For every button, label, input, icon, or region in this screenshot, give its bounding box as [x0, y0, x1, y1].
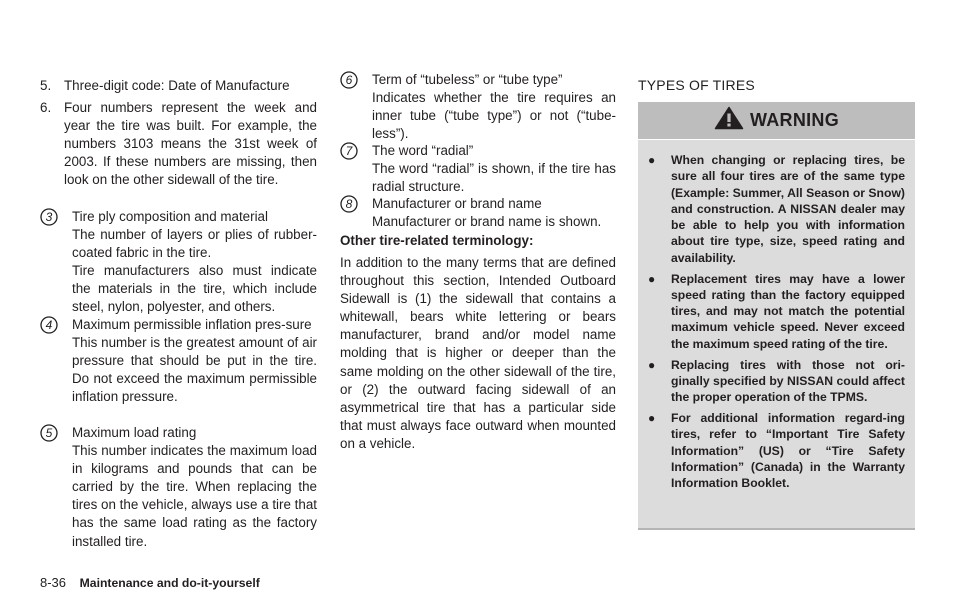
warning-text: For additional information regard-ing tires, refer to “Important Tire Safety Information” (US) or “Tire Safety Information” (Canada) in the Warranty Information Booklet.: [671, 410, 905, 491]
circled-number-icon: [340, 195, 358, 213]
warning-box: [638, 102, 915, 530]
svg-text:8: 8: [345, 197, 353, 212]
list-item: [646, 410, 905, 491]
callout-title: Manufacturer or brand name: [372, 196, 542, 211]
callout-text: Manufacturer or brand name is shown.: [372, 214, 602, 230]
warning-text: Replacement tires may have a lower speed rating than the factory equipped tires, and may not match the potential maximum vehicle speed. Never exceed the maximum speed rating of the tire.: [671, 271, 905, 351]
callout-text: Tire manufacturers also must indicate the materials in the tire, which include steel, nylon, polyester, and others.: [72, 263, 317, 315]
warning-header: [638, 102, 915, 140]
svg-text:7: 7: [345, 144, 353, 159]
circled-number-icon: [40, 424, 58, 442]
callout-title: The word “radial”: [372, 143, 474, 158]
list-number: 6.: [40, 100, 52, 115]
callout-item-3: [40, 208, 317, 317]
svg-text:3: 3: [45, 210, 53, 225]
list-number: 5.: [40, 78, 52, 93]
list-item-5: [40, 77, 317, 95]
callout-item-5: [40, 424, 317, 551]
callout-text: This number is the greatest amount of air pressure that should be put in the tire. Do not exceed the maximum permissible inflation pressure.: [72, 335, 317, 405]
footer-title: Maintenance and do-it-yourself: [79, 576, 260, 590]
warning-text: When changing or replacing tires, be sure all four tires are of the same type (Example: Summer, All Season or Snow) and construction. A NISSAN dealer may be able to help you with information about tire type, size, speed rating and availability.: [671, 153, 905, 265]
list-text: Three-digit code: Date of Manufacture: [64, 78, 290, 93]
list-item: [646, 152, 905, 266]
bullet-icon: ●: [648, 271, 656, 286]
circled-number-icon: [340, 71, 358, 89]
callout-text: This number indicates the maximum load in kilograms and pounds that can be carried by the tire. When replacing the tires on the vehicle, always use a tire that has the same load rating as the factory installed tire.: [72, 443, 317, 549]
page-number: 8-36: [40, 575, 67, 590]
bullet-icon: ●: [648, 357, 656, 372]
warning-label: WARNING: [749, 110, 840, 130]
callout-item-7: [340, 142, 616, 196]
section-subheading: Other tire-related terminology:: [340, 233, 534, 248]
body-paragraph: In addition to the many terms that are defined throughout this section, Intended Outboard Sidewall is (1) the sidewall that contains a whitewall, bears white lettering or bears manufacturer, brand and/or model name molding that is higher or deeper than the same molding on the other sidewall of the tire, or (2) the outward facing sidewall of an asymmetrical tire that has a particular side that must always face outward when mounted on a vehicle.: [340, 255, 616, 451]
callout-text: The word “radial” is shown, if the tire has radial structure.: [372, 161, 616, 195]
circled-number-icon: [340, 142, 358, 160]
callout-item-8: [340, 195, 616, 231]
section-title: TYPES OF TIRES: [638, 77, 755, 93]
callout-text: Indicates whether the tire requires an inner tube (“tube type”) or not (“tube-less”).: [372, 90, 616, 142]
callout-title: Term of “tubeless” or “tube type”: [372, 72, 563, 87]
svg-text:4: 4: [45, 318, 53, 333]
circled-number-icon: [40, 316, 58, 334]
callout-title: Maximum load rating: [72, 425, 197, 440]
svg-text:5: 5: [45, 426, 53, 441]
svg-text:6: 6: [345, 73, 353, 88]
callout-item-4: [40, 316, 317, 406]
list-item-6: [40, 99, 317, 189]
callout-title: Maximum permissible inflation pres-sure: [72, 317, 312, 332]
warning-triangle-icon: [714, 106, 744, 135]
warning-text: Replacing tires with those not ori-ginally specified by NISSAN could affect the proper operation of the TPMS.: [671, 357, 905, 405]
callout-text: The number of layers or plies of rubber-coated fabric in the tire.: [72, 227, 317, 261]
page-footer: [40, 575, 260, 590]
list-text: Four numbers represent the week and year the tire was built. For example, the numbers 3103 means the 31st week of 2003. If these numbers are missing, then look on the other sidewall of the tire.: [64, 100, 317, 188]
circled-number-icon: [40, 208, 58, 226]
bullet-icon: ●: [648, 153, 656, 167]
warning-list: [646, 152, 905, 496]
list-item: [646, 357, 905, 406]
bullet-icon: ●: [648, 410, 656, 425]
callout-title: Tire ply composition and material: [72, 209, 268, 224]
list-item: [646, 271, 905, 352]
callout-item-6: [340, 71, 616, 143]
